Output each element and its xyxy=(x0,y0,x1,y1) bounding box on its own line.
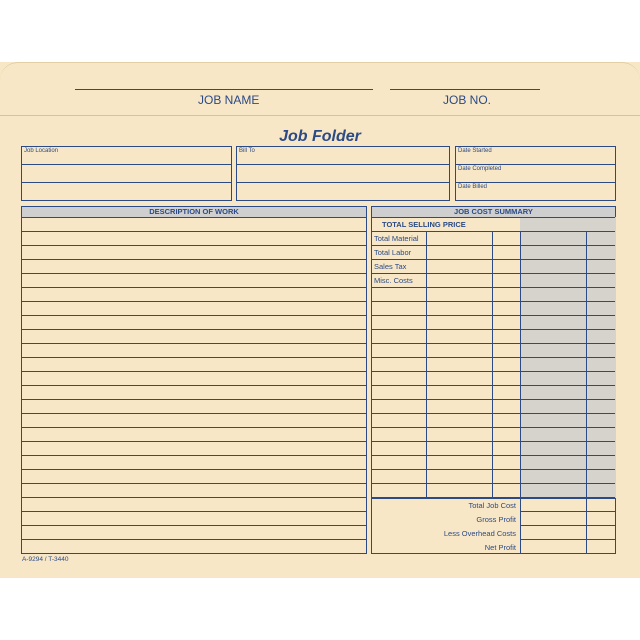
description-ruled-line xyxy=(22,315,366,316)
date-completed-label: Date Completed xyxy=(458,166,502,172)
description-ruled-line xyxy=(22,511,366,512)
cost-item-label: Total Labor xyxy=(374,248,412,257)
description-ruled-line xyxy=(22,455,366,456)
cost-ruled-line xyxy=(372,441,615,442)
description-ruled-line xyxy=(22,343,366,344)
description-ruled-line xyxy=(22,371,366,372)
cost-ruled-line xyxy=(372,245,615,246)
description-ruled-line xyxy=(22,539,366,540)
job-location-row-2 xyxy=(22,165,231,183)
cost-item-label: Misc. Costs xyxy=(374,276,413,285)
date-completed-row xyxy=(456,165,615,183)
cost-ruled-line xyxy=(372,273,615,274)
cost-column-divider xyxy=(586,231,587,553)
cost-item-label: Sales Tax xyxy=(374,262,407,271)
cost-ruled-line xyxy=(520,539,615,540)
cost-ruled-line xyxy=(520,511,615,512)
date-started-label: Date Started xyxy=(458,148,492,154)
cost-total-label: Gross Profit xyxy=(476,515,516,524)
job-no-line xyxy=(390,89,540,90)
total-selling-price-label: TOTAL SELLING PRICE xyxy=(382,220,466,229)
description-ruled-line xyxy=(22,413,366,414)
cost-ruled-line xyxy=(372,371,615,372)
description-ruled-line xyxy=(22,357,366,358)
cost-column-divider xyxy=(426,231,427,498)
description-ruled-line xyxy=(22,329,366,330)
date-started-row xyxy=(456,147,615,165)
form-code: A-9294 / T-3440 xyxy=(22,556,69,563)
form-title: Job Folder xyxy=(279,128,361,145)
description-ruled-line xyxy=(22,287,366,288)
cost-ruled-line xyxy=(372,385,615,386)
job-name-label: JOB NAME xyxy=(198,93,260,107)
cost-ruled-line xyxy=(372,357,615,358)
cost-ruled-line xyxy=(372,287,615,288)
description-ruled-line xyxy=(22,497,366,498)
description-ruled-line xyxy=(22,483,366,484)
job-name-line xyxy=(75,89,373,90)
cost-ruled-line xyxy=(372,301,615,302)
cost-ruled-line xyxy=(372,315,615,316)
cost-ruled-line xyxy=(372,427,615,428)
job-no-label: JOB NO. xyxy=(443,93,492,107)
cost-ruled-line xyxy=(372,259,615,260)
description-ruled-line xyxy=(22,259,366,260)
bill-to-row-2 xyxy=(237,165,449,183)
date-billed-label: Date Billed xyxy=(458,184,488,190)
description-ruled-line xyxy=(22,301,366,302)
job-location-label: Job Location xyxy=(24,148,59,154)
job-location-box xyxy=(21,146,232,201)
cost-ruled-line xyxy=(372,469,615,470)
description-panel xyxy=(21,206,367,554)
cost-ruled-line xyxy=(372,483,615,484)
description-ruled-line xyxy=(22,427,366,428)
description-ruled-line xyxy=(22,469,366,470)
cost-items-bottom-line xyxy=(372,498,615,499)
description-ruled-line xyxy=(22,441,366,442)
bill-to-label: Bill To xyxy=(239,148,255,154)
cost-summary-heading: JOB COST SUMMARY xyxy=(372,207,615,218)
cost-column-divider xyxy=(520,231,521,553)
cost-ruled-line xyxy=(372,343,615,344)
cost-ruled-line xyxy=(372,399,615,400)
cost-ruled-line xyxy=(372,455,615,456)
description-ruled-line xyxy=(22,273,366,274)
tab-fold-line xyxy=(0,115,640,116)
cost-total-label: Total Job Cost xyxy=(468,501,516,510)
cost-item-label: Total Material xyxy=(374,234,419,243)
cost-summary-panel xyxy=(371,206,616,554)
cost-subheading-line xyxy=(372,231,520,232)
bill-to-row-1 xyxy=(237,147,449,165)
date-billed-row xyxy=(456,183,615,201)
bill-to-box xyxy=(236,146,450,201)
description-ruled-line xyxy=(22,525,366,526)
job-location-row-1 xyxy=(22,147,231,165)
description-ruled-line xyxy=(22,399,366,400)
description-ruled-line xyxy=(22,385,366,386)
description-ruled-line xyxy=(22,245,366,246)
cost-total-label: Less Overhead Costs xyxy=(443,529,516,538)
dates-box xyxy=(455,146,616,201)
description-ruled-line xyxy=(22,231,366,232)
cost-ruled-line xyxy=(372,413,615,414)
cost-total-label: Net Profit xyxy=(484,543,516,552)
cost-ruled-line xyxy=(372,329,615,330)
description-heading: DESCRIPTION OF WORK xyxy=(22,207,366,218)
cost-column-divider xyxy=(492,231,493,498)
cost-ruled-line xyxy=(520,525,615,526)
folder-tab xyxy=(0,62,640,119)
